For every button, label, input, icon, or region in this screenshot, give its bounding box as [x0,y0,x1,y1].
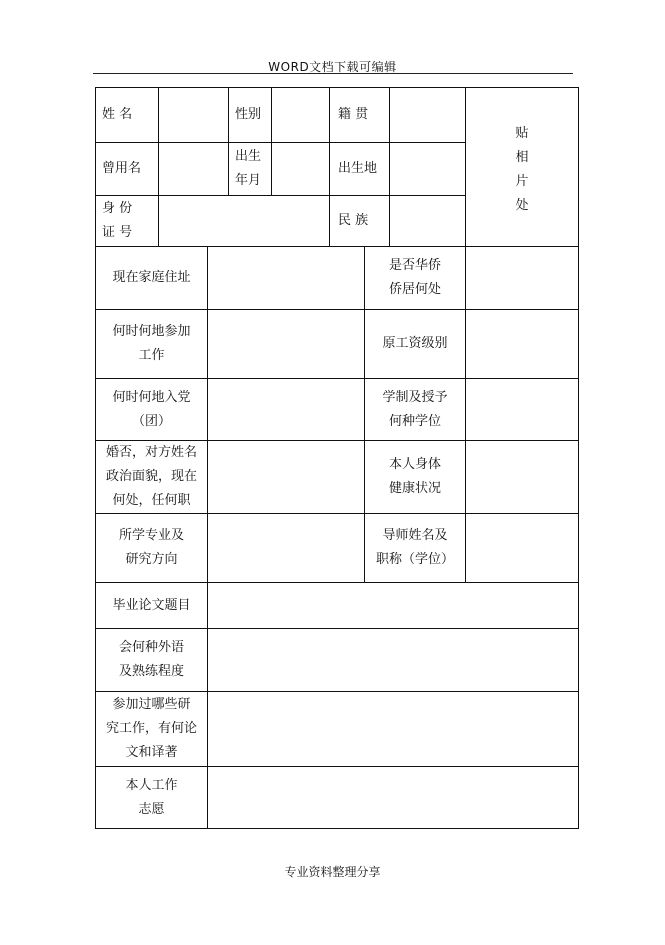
field-research-experience[interactable] [207,691,579,767]
page-footer: 专业资料整理分享 [284,865,381,879]
header-divider [93,73,573,74]
field-marriage-spouse[interactable] [207,440,365,514]
field-party-join[interactable] [207,378,365,441]
field-work-preference[interactable] [207,766,579,829]
field-work-start[interactable] [207,309,365,379]
field-thesis-title[interactable] [207,582,579,629]
field-supervisor[interactable] [465,513,579,583]
label-education-degree: 学制及授予 何种学位 [364,378,466,441]
label-supervisor: 导师姓名及 职称（学位） [364,513,466,583]
field-salary-grade[interactable] [465,309,579,379]
field-education-degree[interactable] [465,378,579,441]
label-birthplace: 出生地 [329,142,390,196]
field-name[interactable] [158,87,229,143]
label-party-join: 何时何地入党 （团） [95,378,208,441]
field-gender[interactable] [271,87,330,143]
field-health[interactable] [465,440,579,514]
label-marriage-spouse: 婚否，对方姓名 政治面貌，现在 何处，任何职 [95,440,208,514]
label-major-research: 所学专业及 研究方向 [95,513,208,583]
label-former-name: 曾用名 [95,142,159,196]
label-name: 姓 名 [95,87,159,143]
label-health: 本人身体 健康状况 [364,440,466,514]
label-research-experience: 参加过哪些研 究工作，有何论 文和译著 [95,691,208,767]
label-id-number: 身 份 证 号 [95,195,159,247]
field-birthplace[interactable] [389,142,466,196]
label-thesis-title: 毕业论文题目 [95,582,208,629]
label-overseas-chinese: 是否华侨 侨居何处 [364,246,466,310]
field-birth-date[interactable] [271,142,330,196]
field-id-number[interactable] [158,195,330,247]
field-foreign-language[interactable] [207,628,579,692]
page-header: WORD文档下载可编辑 [268,60,397,74]
label-native-place: 籍 贯 [329,87,390,143]
field-former-name[interactable] [158,142,229,196]
label-home-address: 现在家庭住址 [95,246,208,310]
photo-placeholder: 贴 相 片 处 [465,87,579,247]
label-work-preference: 本人工作 志愿 [95,766,208,829]
label-salary-grade: 原工资级别 [364,309,466,379]
label-birth-date: 出生 年月 [228,142,272,196]
label-foreign-language: 会何种外语 及熟练程度 [95,628,208,692]
label-gender: 性别 [228,87,272,143]
label-work-start: 何时何地参加 工作 [95,309,208,379]
field-major-research[interactable] [207,513,365,583]
field-ethnicity[interactable] [389,195,466,247]
field-native-place[interactable] [389,87,466,143]
field-overseas-chinese[interactable] [465,246,579,310]
label-ethnicity: 民 族 [329,195,390,247]
field-home-address[interactable] [207,246,365,310]
